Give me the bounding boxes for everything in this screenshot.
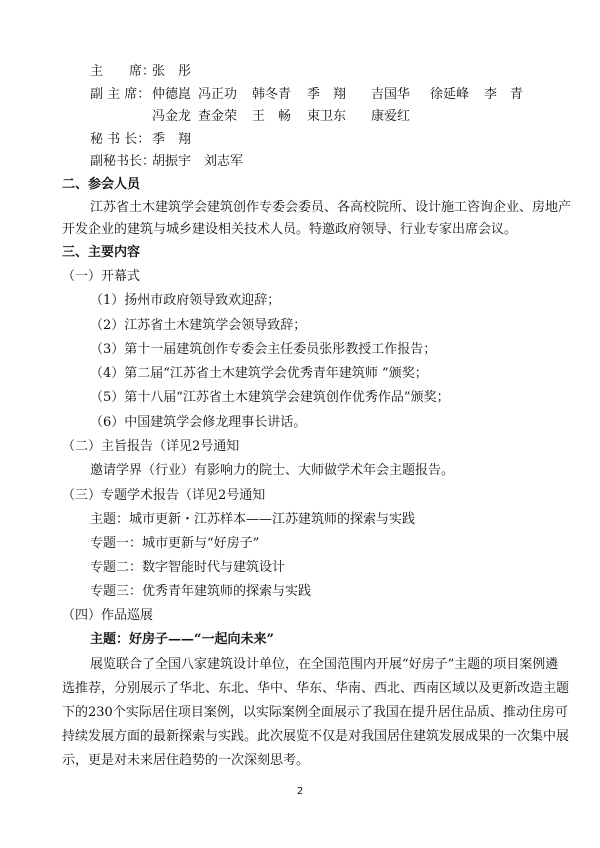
vice-chair-name: 查金荣 (198, 109, 238, 124)
exhibition-text: 选推荐，分别展示了华北、东北、华中、华东、华南、西北、西南区域以及更新改造主题 (62, 681, 570, 696)
special-report-item: 专题三：优秀青年建筑师的探索与实践 (90, 584, 312, 599)
special-report-item: 专题二：数字智能时代与建筑设计 (90, 560, 286, 575)
deputy-secretary-name: 刘志军 (204, 154, 244, 169)
vice-chair-name: 李 青 (484, 87, 524, 102)
vice-chair-name: 仲德崑 (152, 87, 192, 102)
vice-chair-name: 王 畅 (252, 109, 292, 124)
secretary-name: 季 翔 (152, 132, 192, 147)
vice-chair-name: 韩冬青 (252, 87, 292, 102)
vice-chair-label: 副 主 席： (90, 87, 151, 102)
opening-item: （2）江苏省土木建筑学会领导致辞； (90, 318, 307, 333)
chair-name: 张 彤 (152, 64, 192, 79)
opening-item: （3）第十一届建筑创作专委会主任委员张彤教授工作报告； (90, 342, 437, 357)
opening-title: （一）开幕式 (62, 269, 141, 284)
exhibition-theme: 主题：好房子——“一起向未来” (90, 632, 274, 647)
exhibition-text: 下的230个实际居住项目案例，以实际案例全面展示了我国在提升居住品质、推动住房可 (62, 705, 568, 720)
deputy-secretary-name: 胡振宇 (152, 154, 192, 169)
exhibition-title: （四）作品巡展 (62, 608, 154, 623)
keynote-text: 邀请学界（行业）有影响力的院士、大师做学术年会主题报告。 (90, 463, 455, 478)
exhibition-text: 展览联合了全国八家建筑设计单位，在全国范围内开展“好房子”主题的项目案例遴 (90, 657, 559, 672)
exhibition-text: 示，更是对未来居住趋势的一次深刻思考。 (62, 753, 310, 768)
participants-text: 开发企业的建筑与城乡建设相关技术人员。特邀政府领导、行业专家出席会议。 (62, 222, 518, 237)
opening-item: （6）中国建筑学会修龙理事长讲话。 (90, 415, 307, 430)
page-number: 2 (296, 786, 304, 797)
deputy-secretary-label: 副秘书长： (90, 154, 156, 169)
exhibition-text: 持续发展方面的最新探索与实践。此次展览不仅是对我国居住建筑发展成果的一次集中展 (62, 729, 570, 744)
special-report-item: 专题一：城市更新与“好房子” (90, 536, 260, 551)
chair-label: 主 席： (90, 64, 156, 79)
vice-chair-name: 冯金龙 (152, 109, 192, 124)
vice-chair-name: 康爱红 (371, 109, 411, 124)
vice-chair-name: 季 翔 (307, 87, 347, 102)
participants-text: 江苏省土木建筑学会建筑创作专委会委员、各高校院所、设计施工咨询企业、房地产 (90, 200, 572, 215)
secretary-label: 秘 书 长： (90, 132, 151, 147)
section-heading-content: 三、主要内容 (62, 245, 141, 260)
vice-chair-name: 束卫东 (307, 109, 347, 124)
vice-chair-name: 吉国华 (371, 87, 411, 102)
vice-chair-name: 冯正功 (198, 87, 238, 102)
special-report-item: 主题：城市更新・江苏样本——江苏建筑师的探索与实践 (90, 512, 416, 527)
opening-item: （4）第二届“江苏省土木建筑学会优秀青年建筑师 ”颁奖； (90, 366, 428, 381)
section-heading-participants: 二、参会人员 (62, 177, 141, 192)
vice-chair-name: 徐延峰 (430, 87, 470, 102)
keynote-title: （二）主旨报告（详见2号通知 (62, 439, 240, 454)
opening-item: （1）扬州市政府领导致欢迎辞； (90, 293, 281, 308)
opening-item: （5）第十八届“江苏省土木建筑学会建筑创作优秀作品”颁奖； (90, 390, 450, 405)
special-report-title: （三）专题学术报告（详见2号通知 (62, 488, 266, 503)
